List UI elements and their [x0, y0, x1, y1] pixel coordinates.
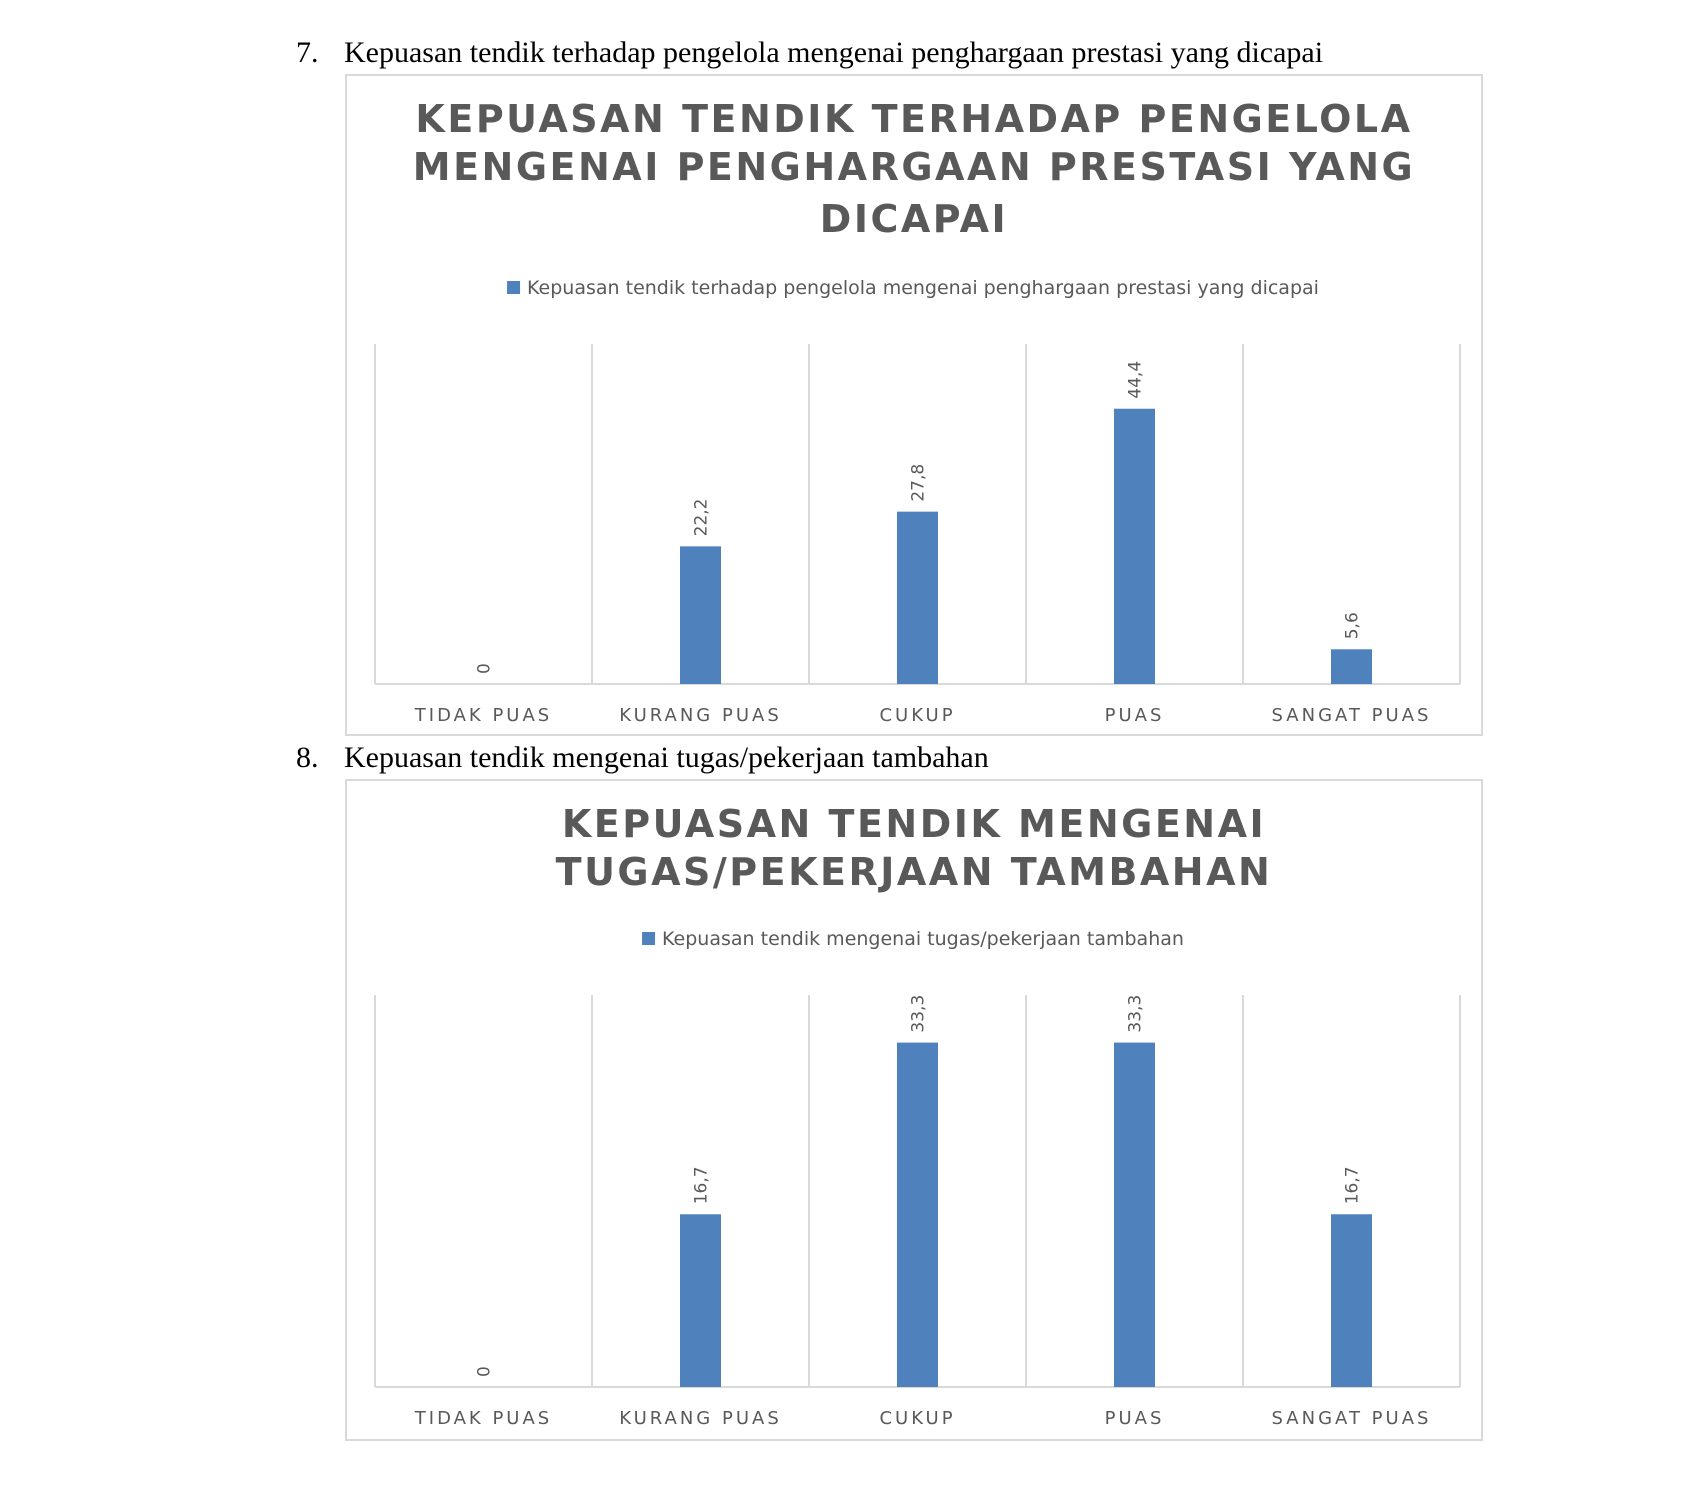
bar	[897, 512, 938, 684]
bar	[680, 546, 721, 684]
chart-8	[347, 781, 1481, 1439]
section-7-heading	[296, 36, 1323, 70]
category-label: TIDAK PUAS	[414, 1408, 553, 1429]
legend-label: Kepuasan tendik mengenai tugas/pekerjaan tambahan	[662, 928, 1184, 950]
chart-7	[347, 76, 1481, 734]
data-label: 22,2	[691, 498, 712, 537]
data-label: 33,3	[1125, 994, 1146, 1033]
chart-title-line: KEPUASAN TENDIK MENGENAI	[561, 802, 1267, 846]
bar	[1114, 1043, 1155, 1387]
bar	[897, 1043, 938, 1387]
section-7-number: 7.	[296, 36, 319, 69]
category-label: TIDAK PUAS	[414, 705, 553, 726]
category-label: KURANG PUAS	[619, 1408, 782, 1429]
category-label: PUAS	[1104, 705, 1165, 726]
data-label: 33,3	[908, 994, 929, 1033]
data-label: 0	[474, 663, 495, 674]
legend-swatch	[507, 281, 520, 294]
data-label: 44,4	[1125, 360, 1146, 399]
chart-legend	[642, 928, 1184, 950]
data-label: 27,8	[908, 463, 929, 502]
category-label: CUKUP	[879, 705, 956, 726]
chart-8-frame	[345, 779, 1483, 1441]
data-label: 5,6	[1342, 612, 1363, 640]
data-label: 16,7	[1342, 1166, 1363, 1205]
section-8-number: 8.	[296, 741, 319, 774]
data-label: 0	[474, 1366, 495, 1377]
chart-title-line: TUGAS/PEKERJAAN TAMBAHAN	[555, 850, 1273, 894]
category-label: CUKUP	[879, 1408, 956, 1429]
category-label: PUAS	[1104, 1408, 1165, 1429]
category-label: SANGAT PUAS	[1271, 705, 1432, 726]
bar	[1331, 1214, 1372, 1387]
legend-label: Kepuasan tendik terhadap pengelola mengenai penghargaan prestasi yang dicapai	[527, 277, 1319, 299]
section-8-heading	[296, 741, 989, 775]
bar	[1331, 649, 1372, 684]
bar	[1114, 409, 1155, 684]
category-label: SANGAT PUAS	[1271, 1408, 1432, 1429]
chart-title-line: KEPUASAN TENDIK TERHADAP PENGELOLA	[415, 97, 1413, 141]
chart-title-line: MENGENAI PENGHARGAAN PRESTASI YANG	[412, 145, 1416, 189]
chart-legend	[507, 277, 1319, 299]
chart-7-frame	[345, 74, 1483, 736]
category-label: KURANG PUAS	[619, 705, 782, 726]
data-label: 16,7	[691, 1166, 712, 1205]
section-7-title: Kepuasan tendik terhadap pengelola mengenai penghargaan prestasi yang dicapai	[344, 36, 1324, 69]
chart-title-line: DICAPAI	[819, 197, 1009, 241]
bar	[680, 1214, 721, 1387]
section-8-title: Kepuasan tendik mengenai tugas/pekerjaan tambahan	[344, 741, 989, 774]
legend-swatch	[642, 932, 655, 945]
